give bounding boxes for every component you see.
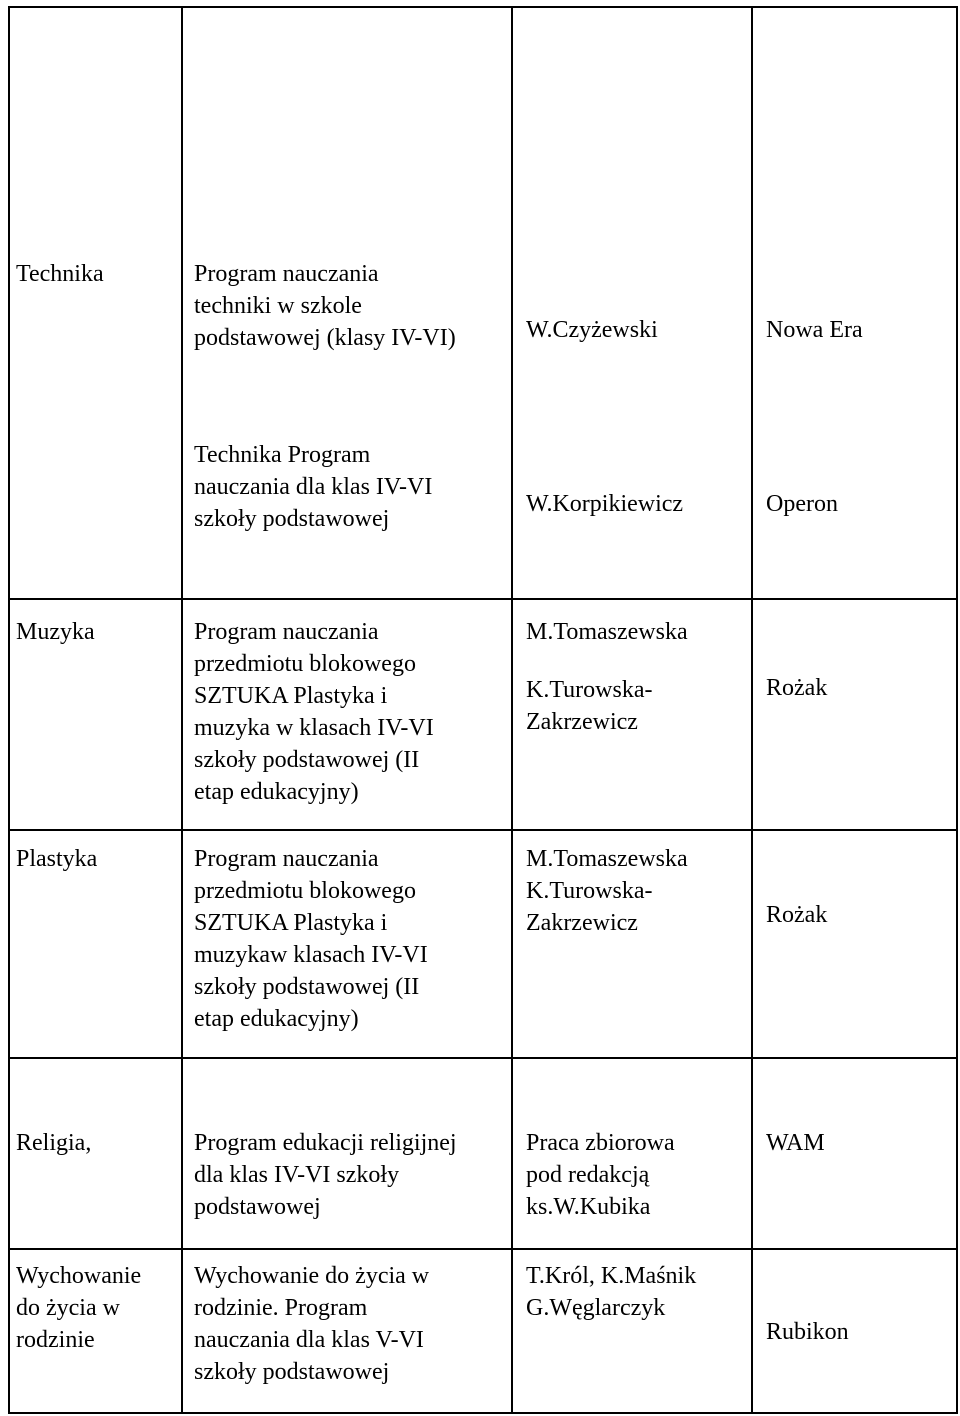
subject-cell: Muzyka — [16, 619, 95, 645]
table-border-bottom — [8, 1412, 958, 1414]
author-cell: W.Czyżewski — [526, 317, 658, 343]
program-cell: Wychowanie do życia w rodzinie. Program nauczania dla klas V-VI szkoły podstawowej — [194, 1263, 430, 1385]
author-cell: M.Tomaszewska K.Turowska- Zakrzewicz — [526, 846, 688, 936]
author-cell: M.Tomaszewska — [526, 619, 688, 645]
publisher-cell: Operon — [766, 491, 838, 517]
subject-cell: Technika — [16, 261, 104, 287]
program-cell: Program edukacji religijnej dla klas IV-VI szkoły podstawowej — [194, 1130, 457, 1220]
program-cell: Program nauczania techniki w szkole podstawowej (klasy IV-VI) — [194, 261, 456, 351]
program-cell: Technika Program nauczania dla klas IV-VI szkoły podstawowej — [194, 442, 433, 532]
row-divider — [8, 829, 958, 831]
author-cell: T.Król, K.Maśnik G.Węglarczyk — [526, 1263, 697, 1321]
publisher-cell: WAM — [766, 1130, 825, 1156]
publisher-cell: Nowa Era — [766, 317, 863, 343]
author-cell: K.Turowska- Zakrzewicz — [526, 677, 653, 735]
row-divider — [8, 598, 958, 600]
column-divider — [511, 6, 513, 1414]
row-divider — [8, 1248, 958, 1250]
table-border-right — [956, 6, 958, 1414]
table-border-left — [8, 6, 10, 1414]
publisher-cell: Rożak — [766, 675, 828, 701]
author-cell: W.Korpikiewicz — [526, 491, 684, 517]
publisher-cell: Rożak — [766, 902, 828, 928]
subject-cell: Religia, — [16, 1130, 92, 1156]
subject-cell: Plastyka — [16, 846, 98, 872]
column-divider — [181, 6, 183, 1414]
subject-cell: Wychowanie do życia w rodzinie — [16, 1263, 142, 1353]
table-border-top — [8, 6, 958, 8]
column-divider — [751, 6, 753, 1414]
publisher-cell: Rubikon — [766, 1319, 849, 1345]
program-cell: Program nauczania przedmiotu blokowego SZTUKA Plastyka i muzykaw klasach IV-VI szkoły podstawowej (II etap edukacyjny) — [194, 846, 428, 1032]
row-divider — [8, 1057, 958, 1059]
author-cell: Praca zbiorowa pod redakcją ks.W.Kubika — [526, 1130, 675, 1220]
program-cell: Program nauczania przedmiotu blokowego SZTUKA Plastyka i muzyka w klasach IV-VI szkoły podstawowej (II etap edukacyjny) — [194, 619, 434, 805]
